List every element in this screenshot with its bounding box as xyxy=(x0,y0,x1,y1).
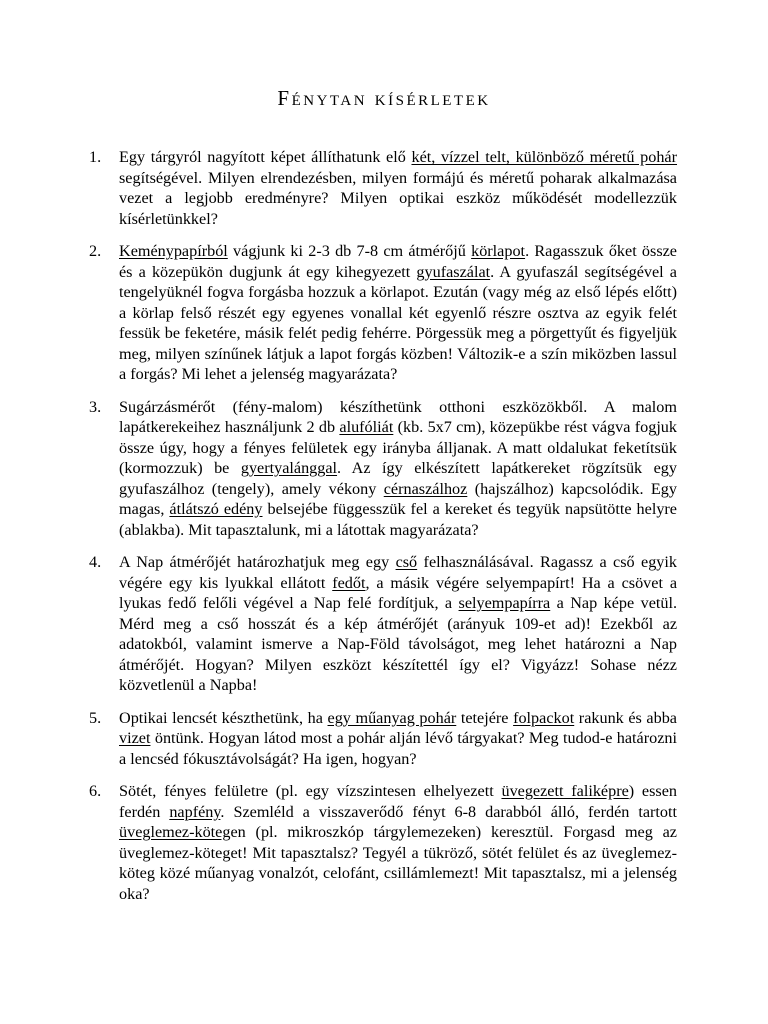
text-run: en xyxy=(230,823,246,841)
text-run: . Szemléld a visszaverődő fényt 6-8 darabból álló, ferdén tartott xyxy=(220,802,677,821)
text-run: , a másik végére selyempapírt! Ha a csövet a lyukas fedő felőli végével a Nap felé fordítjuk, a xyxy=(119,573,677,612)
list-item xyxy=(89,781,677,904)
text-run: Egy tárgyról nagyított képet állíthatunk elő xyxy=(119,148,412,166)
text-run: a Nap képe vetül. Mérd meg a cső hosszát és a kép átmérőjét (arányuk 109-et ad)! Ezekből az adatokból, valamint ismerve a Nap-Föld távolságot, meg lehet határozni a Nap átmérőjét. Hogyan? Milyen eszközt készítettél így el? Vigyázz! Sohase nézz közvetlenül a Napba! xyxy=(119,594,678,694)
item-number: 4. xyxy=(89,553,102,571)
list-item xyxy=(89,708,677,770)
underlined-term: körlapot xyxy=(471,242,526,260)
underlined-term: Keménypapírból xyxy=(119,242,228,260)
item-number: 5. xyxy=(89,708,102,727)
item-text xyxy=(119,709,677,768)
experiment-list xyxy=(89,147,677,916)
text-run: . A gyufaszál segítségével a tengelyüknél fogva forgásba hozzuk a körlapot. Ezután (vagy még az első lépés előtt) a körlap felső részét egy egyenes vonallal két egyenlő részre osztva az egyik felét fessük be feketére, másik felét pedig fehérre. Pörgessük meg a pörgettyűt és figyeljük meg, milyen színűnek látjuk a lapot forgás közben! Változik-e a szín miközben lassul a forgás? Mi lehet a jelenség magyarázata? xyxy=(119,262,677,383)
item-text xyxy=(119,398,677,539)
item-number: 6. xyxy=(89,782,102,800)
item-text xyxy=(119,782,677,903)
text-run: tetejére xyxy=(456,708,514,727)
underlined-term: vizet xyxy=(119,729,151,747)
text-run: . Az így elkészített lapátkereket rögzítsük egy gyufaszálhoz (tengely), amely vékony xyxy=(119,459,677,498)
underlined-term: átlátszó edény xyxy=(169,500,263,518)
list-item xyxy=(89,552,677,696)
underlined-term: fedőt xyxy=(332,573,366,592)
text-run: ) essen ferdén xyxy=(119,782,677,821)
underlined-term: gyertyalánggal xyxy=(240,459,338,477)
text-run: A Nap átmérőjét határozhatjuk meg egy xyxy=(119,553,396,571)
underlined-term: gyufaszálat xyxy=(416,262,491,281)
item-text xyxy=(119,553,677,694)
text-run: Optikai lencsét készthetünk, ha xyxy=(119,708,328,727)
underlined-term: alufóliát xyxy=(339,418,394,436)
text-run: felhasználásával. Ragassz a cső egyik végére egy kis lyukkal ellátott xyxy=(119,553,677,592)
list-item xyxy=(89,397,677,541)
underlined-term: egy műanyag pohár xyxy=(327,708,457,727)
item-number: 2. xyxy=(89,242,102,260)
text-run: rakunk és abba xyxy=(574,708,677,727)
list-item xyxy=(89,147,677,229)
text-run: Sugárzásmérőt (fény-malom) készíthetünk otthoni eszközökből. A malom lapátkerekeihez használjunk 2 db xyxy=(119,397,677,436)
underlined-term: napfény xyxy=(169,802,221,821)
underlined-term: két, vízzel telt, különböző méretű pohár xyxy=(411,148,678,166)
list-item xyxy=(89,241,677,385)
item-number: 3. xyxy=(89,397,102,416)
page-title: Fénytan kísérletek xyxy=(277,86,491,110)
text-run: vágjunk ki 2-3 db 7-8 cm átmérőjű xyxy=(227,242,472,260)
underlined-term: üveglemez-köteg xyxy=(119,823,231,841)
text-run: (hajszálhoz) kapcsolódik. Egy magas, xyxy=(119,479,677,518)
text-run: Sötét, fényes felületre (pl. egy vízszintesen elhelyezett xyxy=(119,782,502,800)
text-run: . Ragasszuk őket össze és a közepükön dugjunk át egy kihegyezett xyxy=(119,242,677,281)
item-text xyxy=(119,148,677,228)
text-run: (kb. 5x7 cm), közepükbe rést vágva fogjuk össze úgy, hogy a fényes felületek egy irányba álljanak. A matt oldalukat feketítsük (kormozzuk) be xyxy=(119,418,677,477)
underlined-term: folpackot xyxy=(513,708,575,727)
underlined-term: selyempapírra xyxy=(458,594,551,612)
underlined-term: cérnaszálhoz xyxy=(383,479,468,498)
text-run: belsejébe függesszük fel a kereket és tegyük napsütötte helyre (ablakba). Mit tapasztalunk, mi a látottak magyarázata? xyxy=(119,500,677,539)
underlined-term: cső xyxy=(395,553,418,571)
text-run: (pl. mikroszkóp tárgylemezeken) keresztül. Forgasd meg az üveglemez-köteget! Mit tapasztalsz? Tegyél a tükröző, sötét felület és az üveglemez-köteg közé műanyag vonalzót, celofánt, csillámlemezt! Mit tapasztalsz, mi a jelenség oka? xyxy=(119,823,677,903)
underlined-term: üvegezett faliképre xyxy=(501,782,629,800)
item-text xyxy=(119,242,677,383)
text-run: segítségével. Milyen elrendezésben, milyen formájú és méretű poharak alkalmazása vezet a legjobb eredményre? Milyen optikai eszköz működését modellezzük kísérletünkkel? xyxy=(119,168,677,228)
item-number: 1. xyxy=(89,148,102,166)
text-run: öntünk. Hogyan látod most a pohár alján lévő tárgyakat? Meg tudod-e határozni a lencséd fókusztávolságát? Ha igen, hogyan? xyxy=(119,729,677,768)
